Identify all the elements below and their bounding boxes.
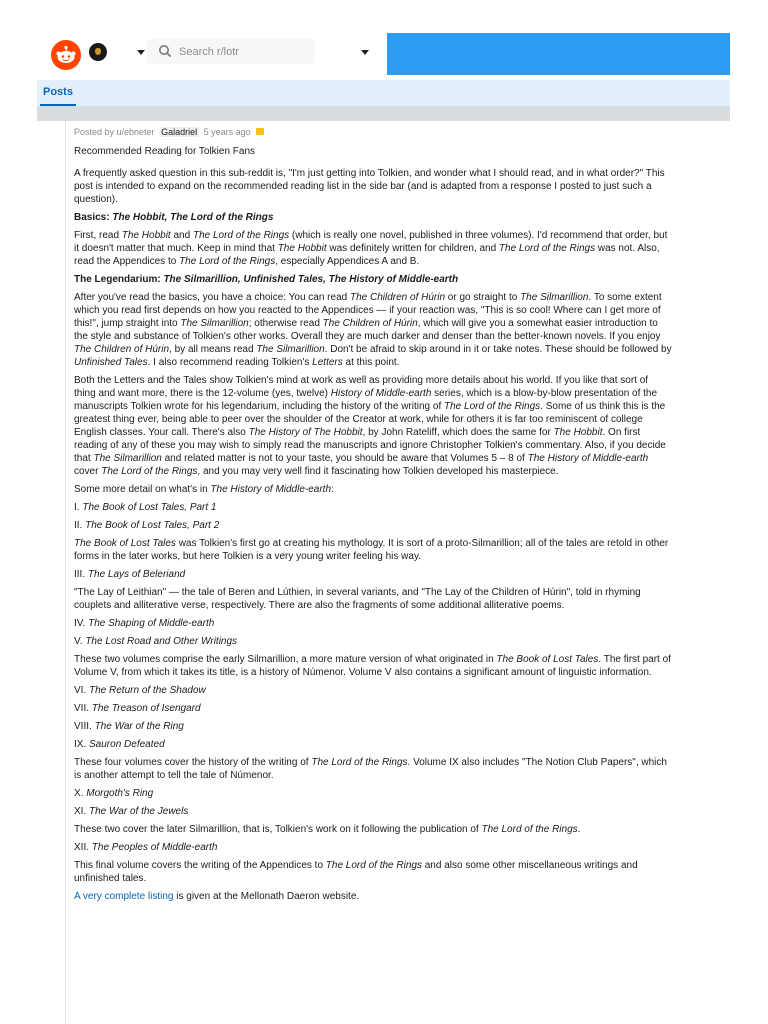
text-run: The Lays of Beleriand	[87, 569, 186, 580]
post-paragraph	[74, 211, 672, 224]
text-run: I.	[74, 502, 83, 513]
text-run: The History of Middle-earth	[527, 453, 649, 464]
post-author[interactable]: Posted by u/ebneter	[74, 127, 155, 137]
post-paragraph	[74, 617, 672, 630]
text-run: First, read	[74, 230, 122, 241]
text-run: The Hobbit	[553, 427, 603, 438]
post-paragraph	[74, 859, 672, 885]
text-run: A frequently asked question in this sub-reddit is, "I'm just getting into Tolkien, and wonder what I should read, and in what order?" This post is intended to expand on the recommended reading list in the side bar (and is adapted from a response I posted to just such a question).	[74, 168, 665, 205]
text-run: Both the Letters and the Tales show Tolkien's mind at work as well as providing more details about his world. If you like that sort of thing and want more, there is the 12-volume (yes, twelve)	[74, 375, 649, 399]
header-bar	[37, 33, 730, 75]
text-run: . Some of us think this is the greatest thing ever, being able to peer over the shoulder of the Creator at work, while for others it is far too reminiscent of college English classes. Your call. There's also	[74, 401, 666, 438]
text-run: The Hobbit, The Lord of the Rings	[112, 212, 274, 223]
post-meta	[74, 127, 264, 137]
post-paragraph	[74, 519, 672, 532]
text-run: The Treason of Isengard	[91, 703, 201, 714]
text-run: IX.	[74, 739, 90, 750]
post-paragraph	[74, 756, 672, 782]
post-paragraph	[74, 229, 672, 268]
text-run: The Silmarillion	[256, 344, 325, 355]
text-run: and related matter is not to your taste, you should be aware that Volumes 5 – 8 of	[161, 453, 528, 464]
post-paragraph	[74, 537, 672, 563]
post-paragraph	[74, 823, 672, 836]
text-run: The Children of Húrin	[74, 344, 170, 355]
post-content	[74, 167, 672, 903]
subreddit-icon[interactable]	[89, 43, 107, 61]
post-paragraph	[74, 787, 672, 800]
post-paragraph	[74, 568, 672, 581]
text-run: The Lord of the Rings	[481, 824, 578, 835]
post-title: Recommended Reading for Tolkien Fans	[74, 146, 256, 157]
text-run: The Hobbit	[121, 230, 171, 241]
text-run: V.	[74, 636, 86, 647]
text-run: The Children of Húrin	[349, 292, 446, 303]
text-run: The Hobbit	[277, 243, 327, 254]
post-paragraph	[74, 702, 672, 715]
text-run: Unfinished Tales	[74, 357, 148, 368]
post-paragraph	[74, 374, 672, 478]
text-run: The Silmarillion	[180, 318, 249, 329]
award-icon[interactable]	[256, 128, 264, 135]
search-icon	[158, 44, 172, 58]
text-run: (which is really one novel, published in three volumes). I'd recommend that order, but it doesn't matter that much. Keep in mind that	[74, 230, 668, 254]
text-run: The Children of Húrin	[322, 318, 418, 329]
text-run: Sauron Defeated	[89, 739, 165, 750]
text-run: "The Lay of Leithian" — the tale of Beren and Lúthien, in several variants, and "The Lay of the Children of Húrin", told in rhyming couplets and alliterative verse, respectively. There are also the fragments of some additional alliterative poems.	[74, 587, 641, 611]
text-run: The Lord of the Rings	[192, 230, 290, 241]
text-run: Letters	[312, 357, 343, 368]
post-paragraph	[74, 273, 672, 286]
text-run: The Lord of the Rings	[101, 466, 198, 477]
post-paragraph	[74, 738, 672, 751]
text-run: III.	[74, 569, 88, 580]
text-run: ; otherwise read	[248, 318, 323, 329]
text-run: The Lost Road and Other Writings	[85, 636, 238, 647]
text-run: VI.	[74, 685, 90, 696]
search-input[interactable]	[177, 42, 311, 62]
text-run: After you've read the basics, you have a choice: You can read	[74, 292, 350, 303]
post-paragraph	[74, 890, 672, 903]
text-run: The Silmarillion	[93, 453, 162, 464]
text-run: XII.	[74, 842, 92, 853]
text-run: The Legendarium:	[74, 274, 164, 285]
post-paragraph	[74, 501, 672, 514]
text-run: was not. Also, read the Appendices to	[74, 243, 660, 267]
text-run: VIII.	[74, 721, 95, 732]
text-run: History of Middle-earth	[330, 388, 432, 399]
divider	[37, 107, 730, 121]
text-run: X.	[74, 788, 87, 799]
text-run: The Book of Lost Tales, Part 2	[85, 520, 220, 531]
post-card	[65, 121, 731, 1024]
text-run: and also some other miscellaneous writings and unfinished tales.	[74, 860, 638, 884]
text-run: and	[170, 230, 193, 241]
post-paragraph	[74, 483, 672, 496]
text-run: Morgoth's Ring	[86, 788, 154, 799]
active-tab-indicator	[40, 104, 76, 106]
text-run: , which will give you a somewhat easier introduction to the style and substance of Tolkien's other works. Overall they are much darker and denser than the better-known novels. If you enjoy	[74, 318, 661, 342]
text-run: Basics:	[74, 212, 113, 223]
text-run: was definitely written for children, and	[326, 243, 499, 254]
text-run: The Book of Lost Tales	[74, 538, 176, 549]
text-run: This final volume covers the writing of the Appendices to	[74, 860, 326, 871]
text-run: . I also recommend reading Tolkien's	[147, 357, 313, 368]
post-paragraph	[74, 291, 672, 369]
text-run: VII.	[74, 703, 92, 714]
text-run: XI.	[74, 806, 90, 817]
post-paragraph	[74, 841, 672, 854]
listing-link[interactable]: A very complete listing	[74, 891, 174, 902]
tab-posts[interactable]: Posts	[43, 86, 73, 98]
text-run: is given at the Mellonath Daeron website.	[173, 891, 360, 902]
text-run: , by John Rateliff, which does the same for	[362, 427, 554, 438]
chevron-down-icon[interactable]	[361, 50, 369, 55]
reddit-logo-icon[interactable]	[51, 40, 81, 70]
search-box[interactable]	[147, 39, 315, 64]
text-run: , by all means read	[169, 344, 257, 355]
text-run: was Tolkien's first go at creating his mythology. It is sort of a proto-Silmarillion; all of the tales are retold in other forms in the later works, but here Tolkien is a very young writer feeling his way.	[74, 538, 669, 562]
text-run: The Lord of the Rings	[325, 860, 422, 871]
text-run: The History of Middle-earth	[210, 484, 332, 495]
text-run: The Lord of the Rings	[311, 757, 408, 768]
text-run: at this point.	[342, 357, 400, 368]
text-run: The Lord of the Rings	[498, 243, 596, 254]
tab-bar	[37, 80, 730, 107]
text-run: Some more detail on what's in	[74, 484, 211, 495]
text-run: These two cover the later Silmarillion, that is, Tolkien's work on it following the publication of	[74, 824, 482, 835]
post-paragraph	[74, 684, 672, 697]
post-body	[74, 145, 672, 908]
text-run: The Silmarillion	[520, 292, 589, 303]
text-run: The Book of Lost Tales	[496, 654, 599, 665]
text-run: series, which is a blow-by-blow presentation of the manuscripts Tolkien wrote for his legendarium, including the history of the writing of	[74, 388, 658, 412]
post-timestamp[interactable]: 5 years ago	[203, 127, 251, 137]
header-banner	[387, 33, 730, 75]
text-run: These two volumes comprise the early Silmarillion, a more mature version of what originated in	[74, 654, 497, 665]
text-run: . On first reading of any of these you may wish to simply read the manuscripts and ignore Christopher Tolkien's commentary. Also, if you decide that	[74, 427, 666, 464]
text-run: The Silmarillion, Unfinished Tales, The History of Middle-earth	[163, 274, 459, 285]
post-paragraph	[74, 720, 672, 733]
text-run: . The first part of Volume V, from which it takes its title, is a history of Númenor. Volume V also contains a significant amount of linguistic information.	[74, 654, 671, 678]
text-run: These four volumes cover the history of the writing of	[74, 757, 312, 768]
text-run: or go straight to	[445, 292, 521, 303]
chevron-down-icon[interactable]	[137, 50, 145, 55]
post-paragraph	[74, 805, 672, 818]
text-run: The Return of the Shadow	[89, 685, 206, 696]
post-paragraph	[74, 635, 672, 648]
text-run: . To some extent which you read first depends on how you reacted to the Appendices — if your reaction was, "This is so cool! Where can I get more of this!", jump straight into	[74, 292, 662, 329]
text-run: The Peoples of Middle-earth	[91, 842, 218, 853]
text-run: . Volume IX also includes "The Notion Club Papers", which is another attempt to tell the tale of Númenor.	[74, 757, 667, 781]
text-run: The History of The Hobbit	[248, 427, 363, 438]
text-run: cover	[74, 466, 102, 477]
text-run: The Book of Lost Tales, Part 1	[82, 502, 217, 513]
text-run: .	[577, 824, 581, 835]
text-run: The Shaping of Middle-earth	[88, 618, 215, 629]
post-paragraph	[74, 653, 672, 679]
text-run: IV.	[74, 618, 89, 629]
user-flair: Galadriel	[161, 127, 198, 137]
text-run: :	[331, 484, 334, 495]
text-run: , especially Appendices A and B.	[275, 256, 420, 267]
text-run: . Don't be afraid to skip around in it or take notes. These should be followed by	[324, 344, 672, 355]
text-run: II.	[74, 520, 86, 531]
text-run: The War of the Ring	[94, 721, 184, 732]
post-paragraph	[74, 586, 672, 612]
text-run: , and you may very well find it fascinating how Tolkien developed his masterpiece.	[197, 466, 559, 477]
post-paragraph	[74, 167, 672, 206]
text-run: The War of the Jewels	[89, 806, 189, 817]
text-run: The Lord of the Rings	[444, 401, 541, 412]
text-run: The Lord of the Rings	[179, 256, 276, 267]
